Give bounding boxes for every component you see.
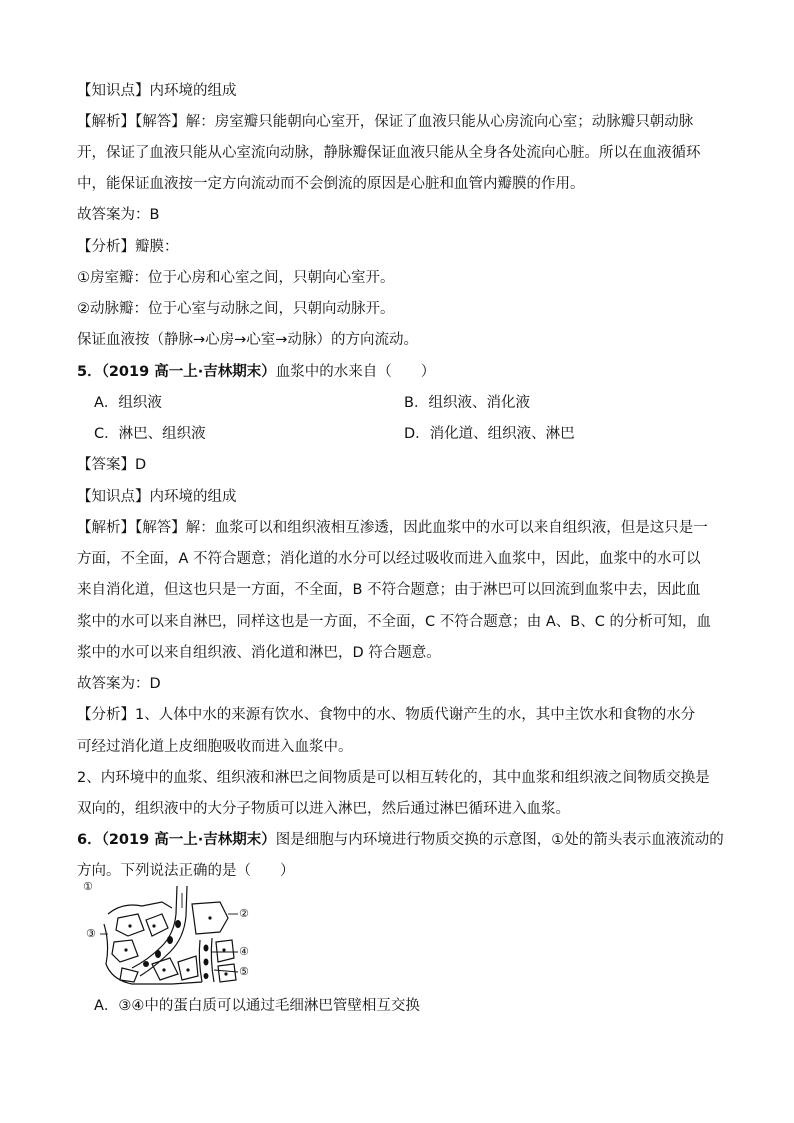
analysis-heading: 【分析】瓣膜：: [77, 239, 179, 255]
question-source: （2019 高一上·吉林期末）: [101, 832, 276, 848]
question-stem-continued: 方向。下列说法正确的是（ ）: [77, 863, 295, 879]
question-source: （2019 高一上·吉林期末）: [101, 364, 276, 380]
analysis-line: 2、内环境中的血浆、组织液和淋巴之间物质是可以相互转化的，其中血浆和组织液之间物质交换是: [77, 770, 710, 786]
q6-option-a: A．③④中的蛋白质可以通过毛细淋巴管壁相互交换: [94, 998, 420, 1014]
diagram-label-5: ⑤: [239, 965, 249, 978]
option-c: C．淋巴、组织液: [94, 426, 206, 442]
analysis-line: 来自消化道，但这也只是一方面，不全面，B 不符合题意；由于淋巴可以回流到血浆中去，因此血: [77, 582, 701, 598]
analysis-item: ②动脉瓣：位于心室与动脉之间，只朝向动脉开。: [77, 301, 395, 317]
option-d: D．消化道、组织液、淋巴: [404, 426, 575, 442]
analysis-line: 开，保证了血液只能从心室流向动脉，静脉瓣保证血液只能从全身各处流向心脏。所以在血液循环: [77, 145, 701, 161]
answer-line: 故答案为：B: [77, 207, 160, 223]
question-stem: 血浆中的水来自（ ）: [275, 364, 436, 380]
knowledge-point-line: 【知识点】内环境的组成: [77, 489, 237, 505]
diagram-label-4: ④: [239, 945, 249, 958]
analysis-line: 可经过消化道上皮细胞吸收而进入血浆中。: [77, 739, 353, 755]
option-a: A．组织液: [94, 395, 162, 411]
cell-exchange-diagram: [92, 884, 252, 994]
diagram-label-2: ②: [239, 907, 249, 920]
question-number: 5．: [77, 364, 102, 380]
question-number: 6．: [77, 832, 102, 848]
analysis-line: 【解析】【解答】解：房室瓣只能朝向心室开，保证了血液只能从心房流向心室；动脉瓣只朝动脉: [77, 114, 694, 130]
answer-line: 故答案为：D: [77, 676, 161, 692]
question-5: [77, 362, 435, 382]
question-6: [77, 830, 724, 850]
knowledge-point-line: 【知识点】内环境的组成: [77, 83, 237, 99]
diagram-label-3: ③: [86, 927, 96, 940]
analysis-line: 双向的，组织液中的大分子物质可以进入淋巴，然后通过淋巴循环进入血浆。: [77, 801, 570, 817]
option-b: B．组织液、消化液: [404, 395, 530, 411]
analysis-line: 浆中的水可以来自组织液、消化道和淋巴，D 符合题意。: [77, 645, 441, 661]
analysis-line: 浆中的水可以来自淋巴，同样这也是一方面，不全面，C 不符合题意；由 A、B、C 的分析可知，血: [77, 614, 711, 630]
analysis-line: 方面，不全面，A 不符合题意；消化道的水分可以经过吸收而进入血浆中，因此，血浆中的水可以: [77, 551, 701, 567]
diagram-label-1: ①: [83, 880, 93, 893]
analysis-line: 【解析】【解答】解：血浆可以和组织液相互渗透，因此血浆中的水可以来自组织液，但是这只是一: [77, 520, 708, 536]
answer-line: 【答案】D: [77, 457, 147, 473]
analysis-line: 中，能保证血液按一定方向流动而不会倒流的原因是心脏和血管内瓣膜的作用。: [77, 176, 585, 192]
analysis-item: ①房室瓣：位于心房和心室之间，只朝向心室开。: [77, 270, 395, 286]
question-stem: 图是细胞与内环境进行物质交换的示意图，①处的箭头表示血液流动的: [275, 832, 724, 848]
analysis-item: 保证血液按（静脉→心房→心室→动脉）的方向流动。: [77, 332, 418, 348]
analysis-line: 【分析】1、人体中水的来源有饮水、食物中的水、物质代谢产生的水，其中主饮水和食物的水分: [77, 707, 696, 723]
